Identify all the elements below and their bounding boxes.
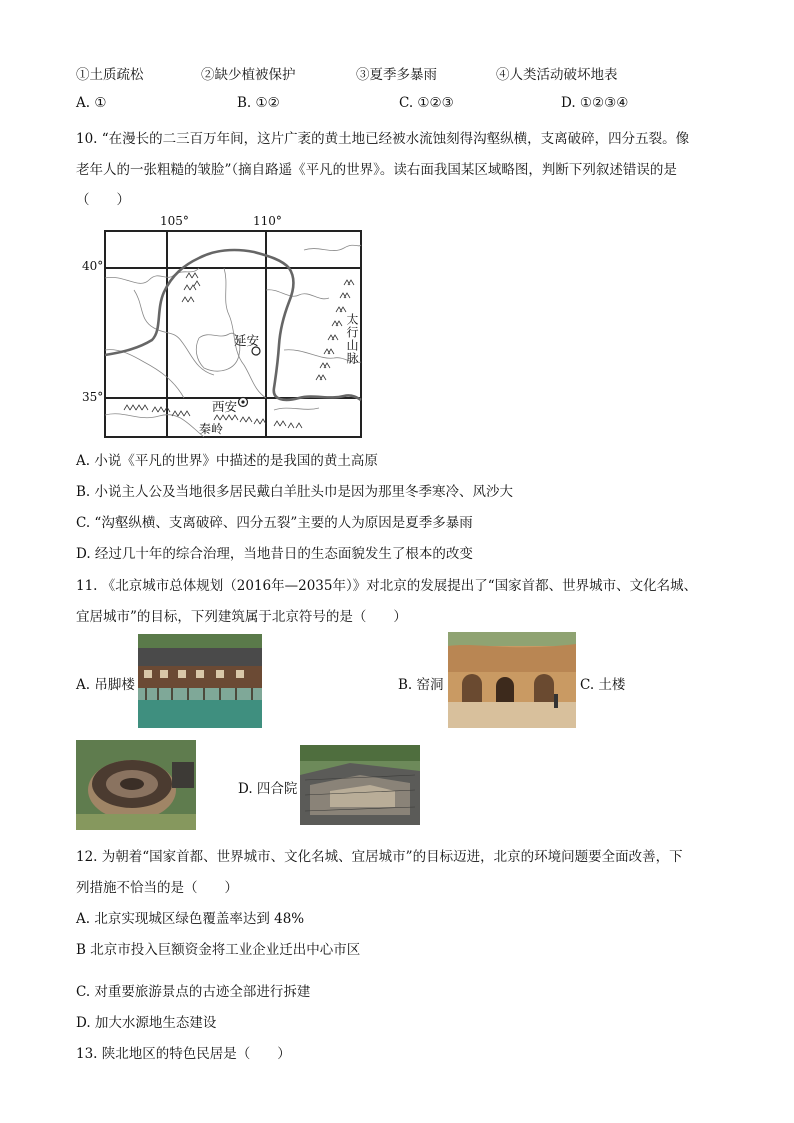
q11-stem-line-2: 宜居城市”的目标，下列建筑属于北京符号的是（ ） <box>76 609 407 625</box>
q13-stem: 13. 陕北地区的特色民居是（ ） <box>76 1046 291 1062</box>
q9-option-d[interactable]: D. ①②③④ <box>561 95 629 111</box>
map-label-yanan: 延安 <box>234 333 260 348</box>
q10-option-a[interactable]: A. 小说《平凡的世界》中描述的是我国的黄土高原 <box>76 453 378 469</box>
map-lat-40: 40° <box>82 259 104 273</box>
q10-stem-line-2: 老年人的一张粗糙的皱脸”（摘自路遥《平凡的世界》。读右面我国某区域略图，判断下列叙述错误的是 <box>76 162 677 178</box>
map-label-qinling: 秦岭 <box>199 422 224 436</box>
map-lat-35: 35° <box>82 390 104 404</box>
map-label-taihang: 太行山脉 <box>345 313 359 365</box>
q12-option-d[interactable]: D. 加大水源地生态建设 <box>76 1015 217 1031</box>
q10-stem-line-3: （ ） <box>76 192 130 208</box>
q12-stem-line-2: 列措施不恰当的是（ ） <box>76 880 238 896</box>
q9-option-a[interactable]: A. ① <box>76 95 107 111</box>
map-label-xian: 西安 <box>212 399 238 414</box>
q9-factor-1: ①土质疏松 <box>76 67 144 83</box>
yaodong-photo <box>448 632 576 728</box>
q11-option-b[interactable]: B. 窑洞 <box>398 677 444 693</box>
q10-stem-line-1: 10. “在漫长的二三百万年间，这片广袤的黄土地已经被水流蚀刻得沟壑纵横，支离破碎，四分五裂。像 <box>76 131 690 147</box>
q9-option-b[interactable]: B. ①② <box>237 95 280 111</box>
tulou-photo <box>76 740 196 830</box>
q12-option-a[interactable]: A. 北京实现城区绿色覆盖率达到 48% <box>76 911 305 927</box>
map-lon-105: 105° <box>160 214 189 228</box>
q10-option-b[interactable]: B. 小说主人公及当地很多居民戴白羊肚头巾是因为那里冬季寒冷、风沙大 <box>76 484 514 500</box>
q9-factor-2: ②缺少植被保护 <box>201 67 296 83</box>
q11-option-a[interactable]: A. 吊脚楼 <box>76 677 135 693</box>
q12-option-c[interactable]: C. 对重要旅游景点的古迹全部进行拆建 <box>76 984 311 1000</box>
q9-factor-4: ④人类活动破坏地表 <box>496 67 618 83</box>
diaojiaolou-photo <box>138 634 262 728</box>
q9-factor-3: ③夏季多暴雨 <box>356 67 437 83</box>
q11-stem-line-1: 11. 《北京城市总体规划（2016年—2035年）》对北京的发展提出了“国家首都、世界城市、文化名城、 <box>76 578 698 594</box>
q11-option-d[interactable]: D. 四合院 <box>238 781 298 797</box>
siheyuan-photo <box>300 745 420 825</box>
q10-option-d[interactable]: D. 经过几十年的综合治理，当地昔日的生态面貌发生了根本的改变 <box>76 546 473 562</box>
q12-option-b[interactable]: B 北京市投入巨额资金将工业企业迁出中心市区 <box>76 942 361 958</box>
map-lon-110: 110° <box>253 214 282 228</box>
q12-stem-line-1: 12. 为朝着“国家首都、世界城市、文化名城、宜居城市”的目标迈进，北京的环境问题要全面改善，下 <box>76 849 683 865</box>
q10-option-c[interactable]: C. “沟壑纵横、支离破碎、四分五裂”主要的人为原因是夏季多暴雨 <box>76 515 473 531</box>
q9-option-c[interactable]: C. ①②③ <box>399 95 454 111</box>
q11-option-c[interactable]: C. 土楼 <box>580 677 626 693</box>
